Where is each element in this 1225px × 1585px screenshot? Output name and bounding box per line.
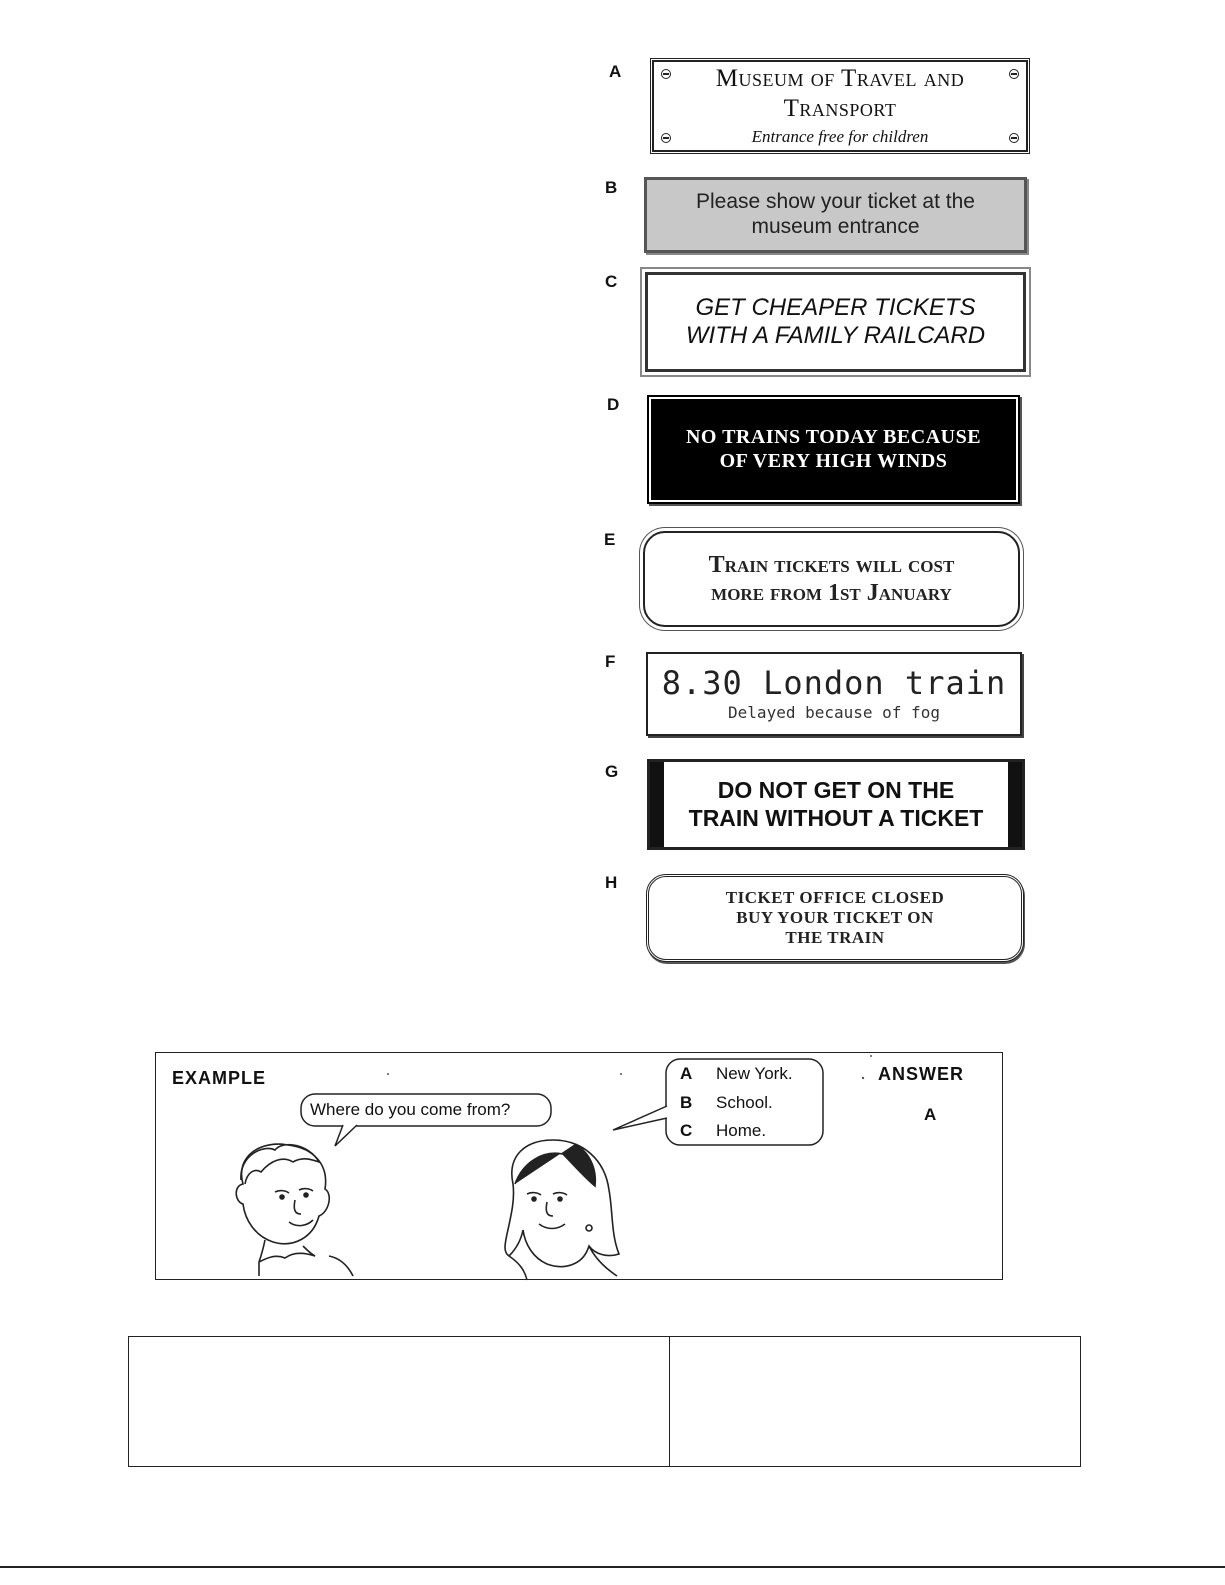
sign-h-line-3: THE TRAIN: [785, 928, 885, 948]
option-c: [680, 1121, 766, 1141]
option-a-letter: A: [680, 1064, 693, 1083]
sign-h-office-closed: [646, 874, 1024, 962]
sign-h-line-2: BUY YOUR TICKET ON: [736, 907, 934, 927]
sign-f-line-1: 8.30 London train: [661, 663, 1007, 702]
option-c-text: Home.: [716, 1121, 767, 1140]
sign-letter-a: A: [609, 62, 622, 81]
option-c-letter: C: [680, 1121, 693, 1140]
answer-table-cell-right[interactable]: [670, 1337, 1080, 1466]
sign-f-departure-board: [646, 652, 1022, 736]
example-illustration: [143, 1044, 1023, 1289]
sign-letter-c: C: [605, 272, 618, 291]
screw-icon: [661, 69, 671, 79]
sign-letter-e: E: [604, 530, 616, 549]
sign-e-line-1: Train tickets will cost: [708, 551, 955, 578]
option-a-text: New York.: [716, 1064, 793, 1083]
answer-table-cell-left[interactable]: [129, 1337, 670, 1466]
sign-a-museum: [650, 58, 1030, 154]
option-a: [680, 1064, 793, 1084]
page-bottom-rule: [0, 1566, 1225, 1568]
example-label: EXAMPLE: [172, 1068, 267, 1088]
sign-h-line-1: TICKET OFFICE CLOSED: [725, 887, 945, 907]
sign-a-line-1: Museum of Travel and: [715, 65, 965, 93]
sign-letter-f: F: [605, 652, 616, 671]
girl-icon: [505, 1140, 619, 1280]
sign-c-line-2: WITH A FAMILY RAILCARD: [685, 322, 986, 349]
options-bubble-tail: [613, 1106, 667, 1130]
sign-letter-g: G: [605, 762, 619, 781]
answer-table: [128, 1336, 1081, 1467]
option-b-text: School.: [716, 1093, 773, 1112]
sign-b-line-1: Please show your ticket at the: [696, 190, 975, 214]
answer-label: ANSWER: [878, 1064, 964, 1084]
sign-c-line-1: GET CHEAPER TICKETS: [695, 293, 976, 321]
answer-value: A: [924, 1105, 938, 1124]
screw-icon: [661, 133, 671, 143]
question-bubble-tail: [335, 1125, 357, 1146]
sign-a-line-2: Transport: [783, 94, 897, 122]
sign-e-line-2: more from 1st January: [711, 580, 952, 606]
boy-icon: [236, 1144, 353, 1276]
sign-b-ticket: [644, 177, 1027, 253]
sign-letter-h: H: [605, 873, 618, 892]
sign-f-subtext: Delayed because of fog: [728, 703, 940, 723]
sign-g-no-ticket: [647, 759, 1025, 850]
question-text: Where do you come from?: [310, 1100, 511, 1119]
sign-g-line-2: TRAIN WITHOUT A TICKET: [688, 804, 984, 831]
sign-b-line-2: museum entrance: [751, 215, 920, 238]
sign-d-line-1: NO TRAINS TODAY BECAUSE: [685, 425, 982, 448]
option-b-letter: B: [680, 1093, 693, 1112]
sign-e-prices: [643, 531, 1020, 627]
sign-a-subtext: Entrance free for children: [751, 127, 929, 147]
sign-letter-d: D: [607, 395, 620, 414]
sign-c-railcard: [645, 272, 1026, 372]
screw-icon: [1009, 69, 1019, 79]
screw-icon: [1009, 133, 1019, 143]
sign-g-line-1: DO NOT GET ON THE: [717, 777, 955, 804]
option-b: [680, 1093, 773, 1113]
sign-letter-b: B: [605, 178, 618, 197]
sign-d-line-2: OF VERY HIGH WINDS: [719, 449, 948, 472]
sign-d-no-trains: [647, 395, 1020, 504]
example-panel: [143, 1044, 1023, 1289]
